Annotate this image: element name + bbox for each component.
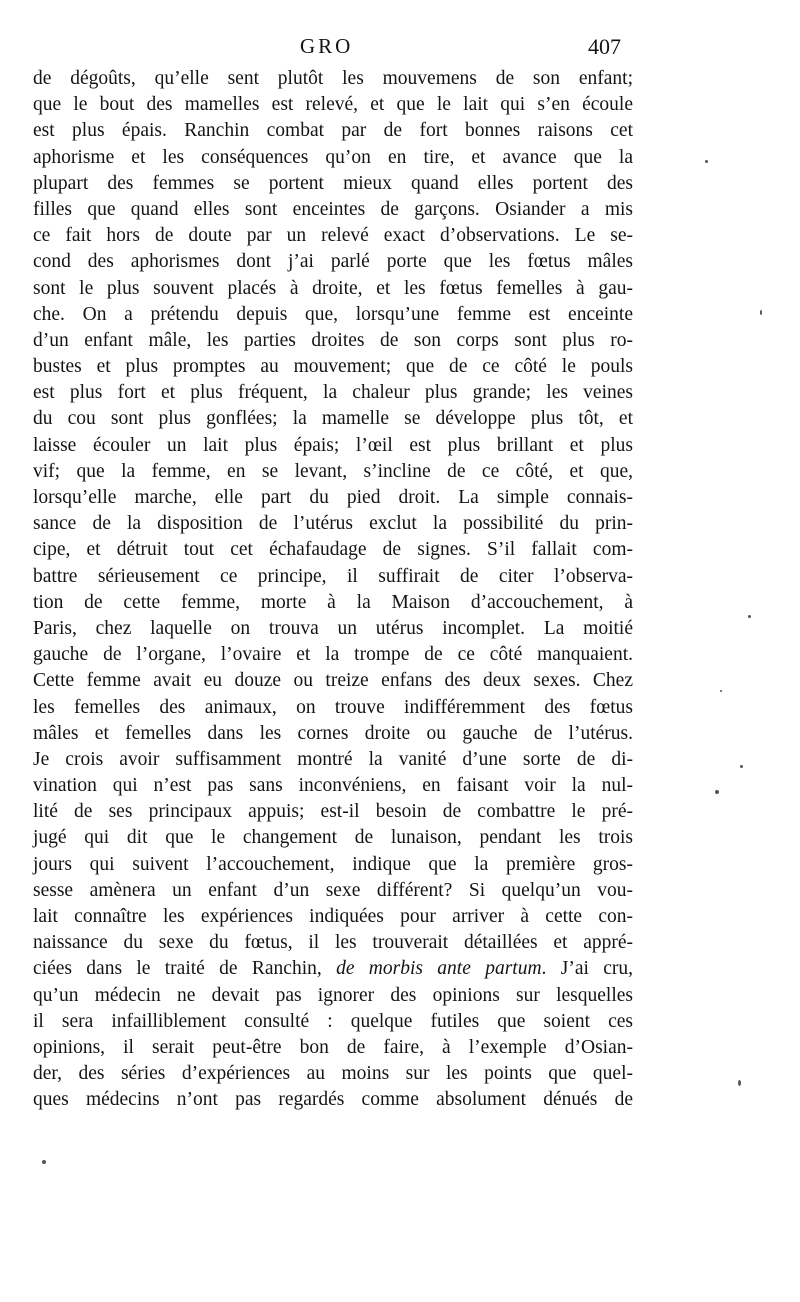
text-line: sance de la disposition de l’utérus exclut la possibilité du prin- — [33, 513, 633, 535]
text-line: est plus fort et plus fréquent, la chaleur plus grande; les veines — [33, 382, 633, 404]
text-line: der, des séries d’expériences au moins sur les points que quel- — [33, 1063, 633, 1085]
text-line: jours qui suivent l’accouchement, indique que la première gros- — [33, 853, 633, 875]
text-line: d’un enfant mâle, les parties droites de son corps sont plus ro- — [33, 329, 633, 351]
text-fragment: . J’ai cru, — [541, 958, 634, 980]
text-line-with-title — [33, 956, 633, 982]
text-line: opinions, il serait peut-être bon de faire, à l’exemple d’Osian- — [33, 1036, 633, 1058]
text-line: Paris, chez laquelle on trouva un utérus incomplet. La moitié — [33, 617, 633, 639]
text-line: cond des aphorismes dont j’ai parlé porte que les fœtus mâles — [33, 251, 633, 273]
text-line: sont le plus souvent placés à droite, et les fœtus femelles à gau- — [33, 277, 633, 299]
body-text — [33, 66, 633, 1114]
text-line: qu’un médecin ne devait pas ignorer des opinions sur lesquelles — [33, 984, 633, 1006]
scan-speck — [740, 765, 743, 768]
text-line: est plus épais. Ranchin combat par de fort bonnes raisons cet — [33, 120, 633, 142]
text-line: jugé qui dit que le changement de lunaison, pendant les trois — [33, 827, 633, 849]
text-line: gauche de l’organe, l’ovaire et la trompe de ce côté manquaient. — [33, 644, 633, 666]
running-head — [0, 34, 800, 64]
scan-speck — [748, 615, 751, 618]
text-line: laisse écouler un lait plus épais; l’œil est plus brillant et plus — [33, 434, 633, 456]
text-line: vination qui n’est pas sans inconvéniens, en faisant voir la nul- — [33, 775, 633, 797]
scan-speck — [760, 310, 762, 315]
text-line: sesse amènera un enfant d’un sexe différent? Si quelqu’un vou- — [33, 879, 633, 901]
text-line: vif; que la femme, en se levant, s’incline de ce côté, et que, — [33, 460, 633, 482]
text-line: que le bout des mamelles est relevé, et que le lait qui s’en écoule — [33, 94, 633, 116]
scan-speck — [715, 790, 719, 794]
scan-speck — [738, 1080, 741, 1086]
scan-speck — [705, 160, 708, 163]
text-line: battre sérieusement ce principe, il suffirait de citer l’observa- — [33, 565, 633, 587]
page-number: 407 — [588, 34, 621, 59]
text-line: ques médecins n’ont pas regardés comme absolument dénués de — [33, 1089, 633, 1111]
text-line: de dégoûts, qu’elle sent plutôt les mouvemens de son enfant; — [33, 68, 633, 89]
scan-speck — [42, 1160, 46, 1164]
text-line: filles que quand elles sont enceintes de garçons. Osiander a mis — [33, 198, 633, 220]
text-line: tion de cette femme, morte à la Maison d’accouchement, à — [33, 591, 633, 613]
scan-speck — [720, 690, 722, 692]
text-line: mâles et femelles dans les cornes droite ou gauche de l’utérus. — [33, 722, 633, 744]
text-line: aphorisme et les conséquences qu’on en tire, et avance que la — [33, 146, 633, 168]
text-line: bustes et plus promptes au mouvement; que de ce côté le pouls — [33, 356, 633, 378]
text-line: du cou sont plus gonflées; la mamelle se développe plus tôt, et — [33, 408, 633, 430]
text-line: lait connaître les expériences indiquées pour arriver à cette con- — [33, 906, 633, 927]
text-fragment: ciées dans le traité de Ranchin, — [33, 958, 337, 980]
text-line: Je crois avoir suffisamment montré la vanité d’une sorte de di- — [33, 748, 633, 770]
text-line: ce fait hors de doute par un relevé exact d’observations. Le se- — [33, 225, 633, 247]
text-line: che. On a prétendu depuis que, lorsqu’une femme est enceinte — [33, 303, 633, 325]
text-line: il sera infailliblement consulté : quelque futiles que soient ces — [33, 1010, 633, 1032]
text-line: cipe, et détruit tout cet échafaudage de signes. S’il fallait com- — [33, 539, 633, 561]
text-line: lité de ses principaux appuis; est-il besoin de combattre le pré- — [33, 801, 633, 823]
text-line: lorsqu’elle marche, elle part du pied droit. La simple connais- — [33, 487, 633, 508]
book-title-italic: de morbis ante partum — [336, 958, 542, 980]
text-line: plupart des femmes se portent mieux quand elles portent des — [33, 172, 633, 194]
text-line: Cette femme avait eu douze ou treize enfans des deux sexes. Chez — [33, 670, 633, 692]
text-line: les femelles des animaux, on trouve indifféremment des fœtus — [33, 696, 633, 718]
running-title: GRO — [300, 34, 354, 58]
text-line: naissance du sexe du fœtus, il les trouverait détaillées et appré- — [33, 932, 633, 954]
